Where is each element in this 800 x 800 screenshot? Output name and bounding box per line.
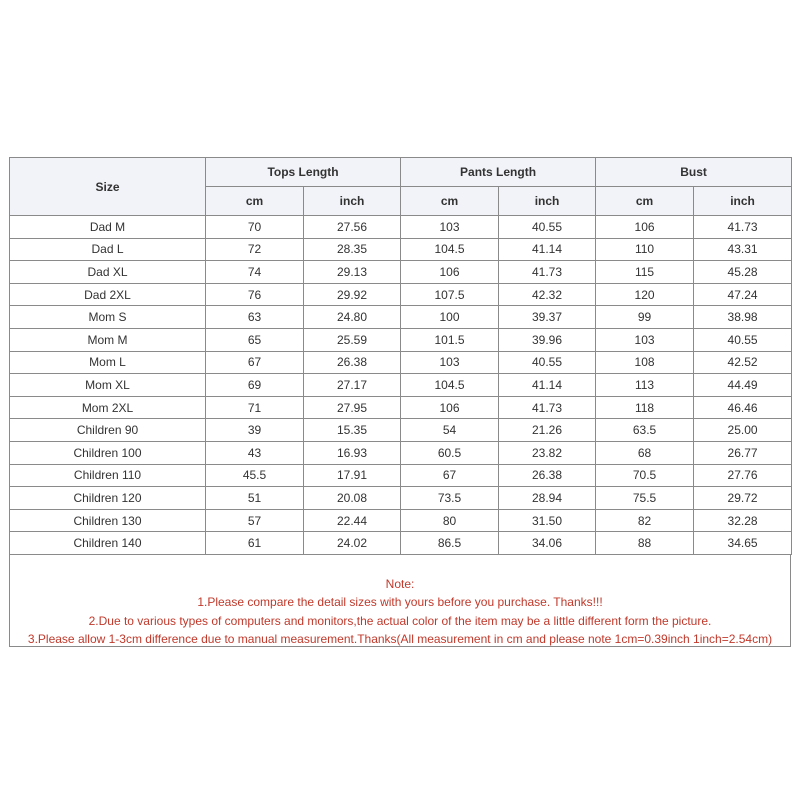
- table-row: [10, 509, 792, 532]
- pants-inch-cell: 41.73: [499, 396, 596, 419]
- pants-cm-header: cm: [401, 187, 499, 216]
- size-chart: [9, 157, 791, 647]
- tops-inch-cell: 28.35: [304, 238, 401, 261]
- note-line-2: 2.Due to various types of computers and monitors,the actual color of the item may be a little different form the picture.: [88, 613, 712, 628]
- bust-cm-cell: 99: [596, 306, 694, 329]
- size-cell: Mom M: [10, 328, 206, 351]
- pants-inch-cell: 42.32: [499, 283, 596, 306]
- tops-cm-cell: 39: [206, 419, 304, 442]
- tops-cm-header: cm: [206, 187, 304, 216]
- tops-inch-cell: 26.38: [304, 351, 401, 374]
- bust-inch-cell: 29.72: [694, 487, 792, 510]
- bust-inch-cell: 45.28: [694, 261, 792, 284]
- pants-cm-cell: 54: [401, 419, 499, 442]
- bust-cm-cell: 106: [596, 216, 694, 239]
- size-cell: Mom S: [10, 306, 206, 329]
- table-body: [10, 216, 792, 555]
- bust-inch-cell: 41.73: [694, 216, 792, 239]
- tops-inch-cell: 15.35: [304, 419, 401, 442]
- bust-inch-cell: 43.31: [694, 238, 792, 261]
- pants-inch-cell: 41.14: [499, 238, 596, 261]
- tops-inch-cell: 16.93: [304, 441, 401, 464]
- size-cell: Mom XL: [10, 374, 206, 397]
- pants-cm-cell: 106: [401, 261, 499, 284]
- bust-inch-cell: 47.24: [694, 283, 792, 306]
- pants-inch-cell: 21.26: [499, 419, 596, 442]
- bust-inch-cell: 34.65: [694, 532, 792, 555]
- pants-inch-cell: 23.82: [499, 441, 596, 464]
- table-row: [10, 532, 792, 555]
- table-row: [10, 374, 792, 397]
- tops-inch-cell: 22.44: [304, 509, 401, 532]
- table-row: [10, 216, 792, 239]
- size-cell: Children 100: [10, 441, 206, 464]
- table-row: [10, 464, 792, 487]
- pants-length-header: Pants Length: [401, 158, 596, 187]
- pants-cm-cell: 67: [401, 464, 499, 487]
- pants-inch-cell: 41.14: [499, 374, 596, 397]
- size-cell: Dad M: [10, 216, 206, 239]
- bust-cm-cell: 115: [596, 261, 694, 284]
- table-row: [10, 419, 792, 442]
- size-table: [9, 157, 792, 555]
- size-cell: Children 140: [10, 532, 206, 555]
- bust-cm-cell: 88: [596, 532, 694, 555]
- table-row: [10, 306, 792, 329]
- pants-inch-cell: 26.38: [499, 464, 596, 487]
- pants-cm-cell: 107.5: [401, 283, 499, 306]
- tops-inch-header: inch: [304, 187, 401, 216]
- tops-inch-cell: 24.02: [304, 532, 401, 555]
- pants-inch-header: inch: [499, 187, 596, 216]
- bust-cm-cell: 113: [596, 374, 694, 397]
- size-cell: Children 110: [10, 464, 206, 487]
- bust-cm-cell: 70.5: [596, 464, 694, 487]
- bust-cm-cell: 75.5: [596, 487, 694, 510]
- bust-header: Bust: [596, 158, 792, 187]
- tops-cm-cell: 72: [206, 238, 304, 261]
- pants-cm-cell: 73.5: [401, 487, 499, 510]
- bust-cm-cell: 63.5: [596, 419, 694, 442]
- tops-inch-cell: 27.17: [304, 374, 401, 397]
- tops-inch-cell: 29.13: [304, 261, 401, 284]
- note-line-1: 1.Please compare the detail sizes with yours before you purchase. Thanks!!!: [197, 595, 603, 610]
- table-row: [10, 261, 792, 284]
- bust-cm-cell: 103: [596, 328, 694, 351]
- note-title: Note:: [385, 576, 415, 591]
- table-row: [10, 328, 792, 351]
- tops-cm-cell: 74: [206, 261, 304, 284]
- note-box: [9, 555, 791, 647]
- bust-inch-cell: 40.55: [694, 328, 792, 351]
- bust-inch-header: inch: [694, 187, 792, 216]
- bust-cm-cell: 108: [596, 351, 694, 374]
- note-line-3: 3.Please allow 1-3cm difference due to manual measurement.Thanks(All measurement in cm and please note 1cm=0.39inch 1inch=2.54cm): [27, 632, 773, 647]
- tops-inch-cell: 24.80: [304, 306, 401, 329]
- tops-cm-cell: 67: [206, 351, 304, 374]
- size-cell: Children 120: [10, 487, 206, 510]
- pants-inch-cell: 28.94: [499, 487, 596, 510]
- tops-cm-cell: 69: [206, 374, 304, 397]
- pants-cm-cell: 101.5: [401, 328, 499, 351]
- size-column-header: Size: [10, 158, 206, 216]
- tops-cm-cell: 45.5: [206, 464, 304, 487]
- tops-inch-cell: 27.95: [304, 396, 401, 419]
- size-cell: Dad L: [10, 238, 206, 261]
- pants-cm-cell: 60.5: [401, 441, 499, 464]
- tops-cm-cell: 71: [206, 396, 304, 419]
- bust-inch-cell: 46.46: [694, 396, 792, 419]
- pants-inch-cell: 39.37: [499, 306, 596, 329]
- tops-cm-cell: 43: [206, 441, 304, 464]
- bust-cm-cell: 68: [596, 441, 694, 464]
- tops-cm-cell: 70: [206, 216, 304, 239]
- size-cell: Mom 2XL: [10, 396, 206, 419]
- pants-cm-cell: 103: [401, 216, 499, 239]
- table-row: [10, 238, 792, 261]
- size-cell: Dad XL: [10, 261, 206, 284]
- table-row: [10, 283, 792, 306]
- tops-inch-cell: 25.59: [304, 328, 401, 351]
- bust-cm-cell: 120: [596, 283, 694, 306]
- pants-cm-cell: 106: [401, 396, 499, 419]
- tops-cm-cell: 76: [206, 283, 304, 306]
- tops-cm-cell: 51: [206, 487, 304, 510]
- pants-inch-cell: 40.55: [499, 216, 596, 239]
- bust-inch-cell: 44.49: [694, 374, 792, 397]
- bust-inch-cell: 38.98: [694, 306, 792, 329]
- table-row: [10, 351, 792, 374]
- tops-cm-cell: 57: [206, 509, 304, 532]
- bust-cm-cell: 110: [596, 238, 694, 261]
- table-row: [10, 396, 792, 419]
- tops-inch-cell: 20.08: [304, 487, 401, 510]
- table-row: [10, 487, 792, 510]
- bust-inch-cell: 27.76: [694, 464, 792, 487]
- tops-cm-cell: 65: [206, 328, 304, 351]
- pants-inch-cell: 31.50: [499, 509, 596, 532]
- bust-cm-cell: 82: [596, 509, 694, 532]
- pants-cm-cell: 86.5: [401, 532, 499, 555]
- tops-inch-cell: 17.91: [304, 464, 401, 487]
- size-cell: Children 90: [10, 419, 206, 442]
- size-cell: Children 130: [10, 509, 206, 532]
- group-header-row: [10, 158, 792, 187]
- pants-cm-cell: 103: [401, 351, 499, 374]
- pants-inch-cell: 39.96: [499, 328, 596, 351]
- pants-cm-cell: 104.5: [401, 238, 499, 261]
- bust-inch-cell: 26.77: [694, 441, 792, 464]
- pants-inch-cell: 41.73: [499, 261, 596, 284]
- tops-inch-cell: 27.56: [304, 216, 401, 239]
- tops-length-header: Tops Length: [206, 158, 401, 187]
- pants-cm-cell: 104.5: [401, 374, 499, 397]
- pants-inch-cell: 34.06: [499, 532, 596, 555]
- size-cell: Mom L: [10, 351, 206, 374]
- pants-inch-cell: 40.55: [499, 351, 596, 374]
- tops-cm-cell: 63: [206, 306, 304, 329]
- pants-cm-cell: 80: [401, 509, 499, 532]
- bust-cm-header: cm: [596, 187, 694, 216]
- size-cell: Dad 2XL: [10, 283, 206, 306]
- tops-inch-cell: 29.92: [304, 283, 401, 306]
- bust-inch-cell: 32.28: [694, 509, 792, 532]
- bust-inch-cell: 42.52: [694, 351, 792, 374]
- pants-cm-cell: 100: [401, 306, 499, 329]
- table-header: [10, 158, 792, 216]
- bust-cm-cell: 118: [596, 396, 694, 419]
- bust-inch-cell: 25.00: [694, 419, 792, 442]
- table-row: [10, 441, 792, 464]
- tops-cm-cell: 61: [206, 532, 304, 555]
